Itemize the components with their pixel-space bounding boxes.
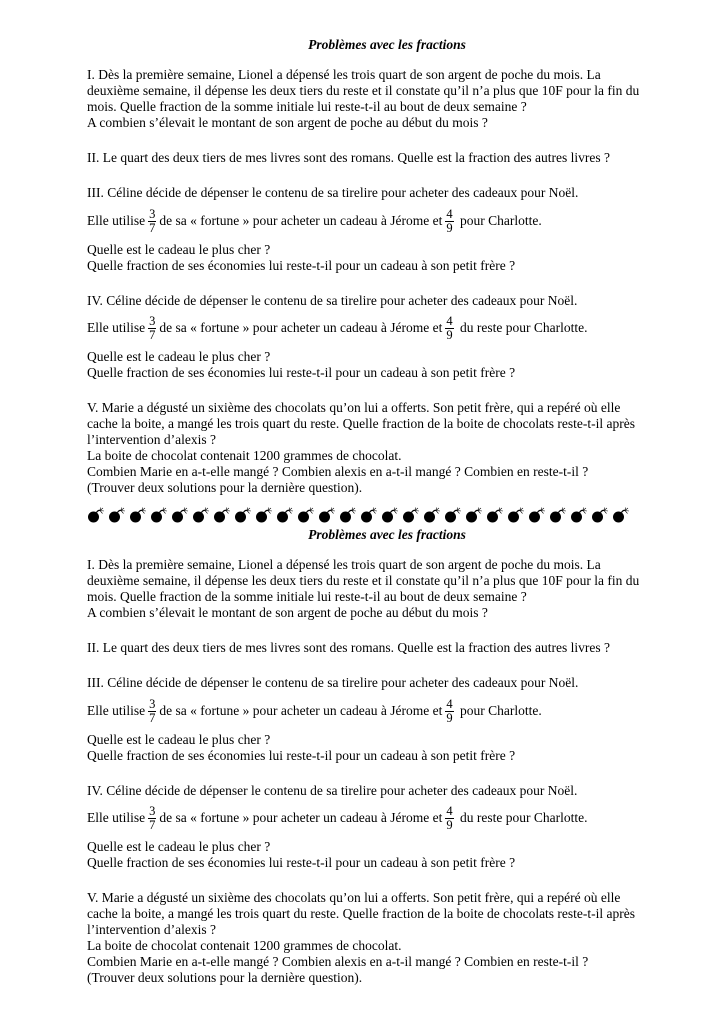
bomb-icon (171, 507, 189, 523)
bomb-icon (381, 507, 399, 523)
bomb-icon (297, 507, 315, 523)
fraction-numerator: 4 (446, 697, 453, 712)
problem-1-line-3: mois. Quelle fraction de la somme initiale lui reste-t-il au bout de deux semaine ? (87, 99, 527, 114)
bomb-icon (444, 507, 462, 523)
fraction-numerator: 4 (446, 804, 453, 819)
problem-5-line-2: cache la boite, a mangé les trois quart du reste. Quelle fraction de la boite de chocolats reste-t-il après (87, 416, 636, 431)
problem-3-line-4: Quelle fraction de ses économies lui reste-t-il pour un cadeau à son petit frère ? (87, 258, 516, 273)
fraction-numerator: 4 (446, 314, 453, 329)
worksheet-title: Problèmes avec les fractions (308, 527, 466, 542)
problem-4-line-4: Quelle fraction de ses économies lui reste-t-il pour un cadeau à son petit frère ? (87, 365, 516, 380)
problem-2-line-1: II. Le quart des deux tiers de mes livres sont des romans. Quelle est la fraction des autres livres ? (87, 150, 610, 165)
problem-1-line-2: deuxième semaine, il dépense les deux tiers du reste et il constate qu’il n’a plus que 10F pour la fin du (87, 83, 640, 98)
bomb-icon (276, 507, 294, 523)
problem-3-text-a: Elle utilise (87, 213, 146, 228)
bomb-icon (150, 507, 168, 523)
problem-3-text-b: de sa « fortune » pour acheter un cadeau à Jérome et (159, 213, 443, 228)
problem-2-line-1: II. Le quart des deux tiers de mes livres sont des romans. Quelle est la fraction des autres livres ? (87, 640, 610, 655)
problem-3-text-a: Elle utilise (87, 703, 146, 718)
problem-4-text-b: de sa « fortune » pour acheter un cadeau à Jérome et (159, 320, 443, 335)
bomb-icon (549, 507, 567, 523)
fraction-denominator: 9 (446, 328, 453, 343)
problem-3-line-3: Quelle est le cadeau le plus cher ? (87, 242, 271, 257)
bomb-icon (129, 507, 147, 523)
bomb-icon (318, 507, 336, 523)
fraction-numerator: 3 (149, 804, 156, 819)
bomb-icon (87, 507, 105, 523)
fraction-denominator: 7 (149, 711, 156, 726)
problem-5-line-2: cache la boite, a mangé les trois quart du reste. Quelle fraction de la boite de chocolats reste-t-il après (87, 906, 636, 921)
problem-5-line-1: V. Marie a dégusté un sixième des chocolats qu’on lui a offerts. Son petit frère, qui a repéré où elle (87, 400, 621, 415)
problem-5-line-5: Combien Marie en a-t-elle mangé ? Combien alexis en a-t-il mangé ? Combien en reste-t-il ? (87, 954, 589, 969)
problem-3-line-2 (87, 695, 542, 727)
problem-4-line-1: IV. Céline décide de dépenser le contenu de sa tirelire pour acheter des cadeaux pour Noël. (87, 293, 578, 308)
fraction-numerator: 3 (149, 314, 156, 329)
bomb-icon (507, 507, 525, 523)
bomb-icon (234, 507, 252, 523)
fraction-four-ninths (445, 208, 453, 235)
worksheet-title: Problèmes avec les fractions (308, 37, 466, 52)
bomb-icon (612, 507, 630, 523)
bomb-icon (402, 507, 420, 523)
problem-1-line-3: mois. Quelle fraction de la somme initiale lui reste-t-il au bout de deux semaine ? (87, 589, 527, 604)
bomb-icon (339, 507, 357, 523)
problem-5-line-4: La boite de chocolat contenait 1200 grammes de chocolat. (87, 938, 402, 953)
bomb-icon (528, 507, 546, 523)
problem-1-line-1: I. Dès la première semaine, Lionel a dépensé les trois quart de son argent de poche du mois. La (87, 67, 601, 82)
problem-4-text-b: de sa « fortune » pour acheter un cadeau à Jérome et (159, 810, 443, 825)
fraction-four-ninths (445, 698, 453, 725)
problem-4-line-3: Quelle est le cadeau le plus cher ? (87, 839, 271, 854)
problem-4-line-1: IV. Céline décide de dépenser le contenu de sa tirelire pour acheter des cadeaux pour Noël. (87, 783, 578, 798)
bomb-icon (423, 507, 441, 523)
problem-5-line-5: Combien Marie en a-t-elle mangé ? Combien alexis en a-t-il mangé ? Combien en reste-t-il ? (87, 464, 589, 479)
problem-5-line-6: (Trouver deux solutions pour la dernière question). (87, 970, 363, 985)
problem-4-text-c: du reste pour Charlotte. (456, 320, 588, 335)
problem-5-line-1: V. Marie a dégusté un sixième des chocolats qu’on lui a offerts. Son petit frère, qui a repéré où elle (87, 890, 621, 905)
problem-4-line-2 (87, 802, 587, 834)
problem-1-line-2: deuxième semaine, il dépense les deux tiers du reste et il constate qu’il n’a plus que 10F pour la fin du (87, 573, 640, 588)
problem-3-line-1: III. Céline décide de dépenser le contenu de sa tirelire pour acheter des cadeaux pour Noël. (87, 675, 579, 690)
problem-3-line-2 (87, 205, 542, 237)
problem-1-line-1: I. Dès la première semaine, Lionel a dépensé les trois quart de son argent de poche du mois. La (87, 557, 601, 572)
problem-1-line-4: A combien s’élevait le montant de son argent de poche au début du mois ? (87, 605, 488, 620)
fraction-denominator: 7 (149, 328, 156, 343)
fraction-numerator: 4 (446, 207, 453, 222)
fraction-three-sevenths (148, 208, 156, 235)
problem-3-text-c: pour Charlotte. (456, 703, 542, 718)
fraction-denominator: 7 (149, 818, 156, 833)
problem-3-line-1: III. Céline décide de dépenser le contenu de sa tirelire pour acheter des cadeaux pour Noël. (87, 185, 579, 200)
fraction-three-sevenths (148, 698, 156, 725)
bomb-icon (591, 507, 609, 523)
problem-4-text-a: Elle utilise (87, 320, 146, 335)
bomb-icon (360, 507, 378, 523)
problem-4-text-a: Elle utilise (87, 810, 146, 825)
problem-4-line-3: Quelle est le cadeau le plus cher ? (87, 349, 271, 364)
problem-3-line-4: Quelle fraction de ses économies lui reste-t-il pour un cadeau à son petit frère ? (87, 748, 516, 763)
problem-3-text-c: pour Charlotte. (456, 213, 542, 228)
fraction-numerator: 3 (149, 697, 156, 712)
problem-5-line-6: (Trouver deux solutions pour la dernière question). (87, 480, 363, 495)
problem-3-line-3: Quelle est le cadeau le plus cher ? (87, 732, 271, 747)
bomb-icon (255, 507, 273, 523)
bomb-icon (108, 507, 126, 523)
fraction-numerator: 3 (149, 207, 156, 222)
bomb-icon (192, 507, 210, 523)
bomb-separator-row (87, 507, 627, 523)
problem-4-text-c: du reste pour Charlotte. (456, 810, 588, 825)
problem-3-text-b: de sa « fortune » pour acheter un cadeau à Jérome et (159, 703, 443, 718)
fraction-three-sevenths (148, 315, 156, 342)
bomb-icon (213, 507, 231, 523)
problem-5-line-3: l’intervention d’alexis ? (87, 432, 216, 447)
fraction-three-sevenths (148, 805, 156, 832)
fraction-four-ninths (445, 805, 453, 832)
problem-4-line-4: Quelle fraction de ses économies lui reste-t-il pour un cadeau à son petit frère ? (87, 855, 516, 870)
problem-5-line-3: l’intervention d’alexis ? (87, 922, 216, 937)
fraction-denominator: 7 (149, 221, 156, 236)
fraction-denominator: 9 (446, 818, 453, 833)
fraction-denominator: 9 (446, 711, 453, 726)
fraction-denominator: 9 (446, 221, 453, 236)
fraction-four-ninths (445, 315, 453, 342)
problem-4-line-2 (87, 312, 587, 344)
problem-1-line-4: A combien s’élevait le montant de son argent de poche au début du mois ? (87, 115, 488, 130)
bomb-icon (570, 507, 588, 523)
bomb-icon (486, 507, 504, 523)
problem-5-line-4: La boite de chocolat contenait 1200 grammes de chocolat. (87, 448, 402, 463)
bomb-icon (465, 507, 483, 523)
